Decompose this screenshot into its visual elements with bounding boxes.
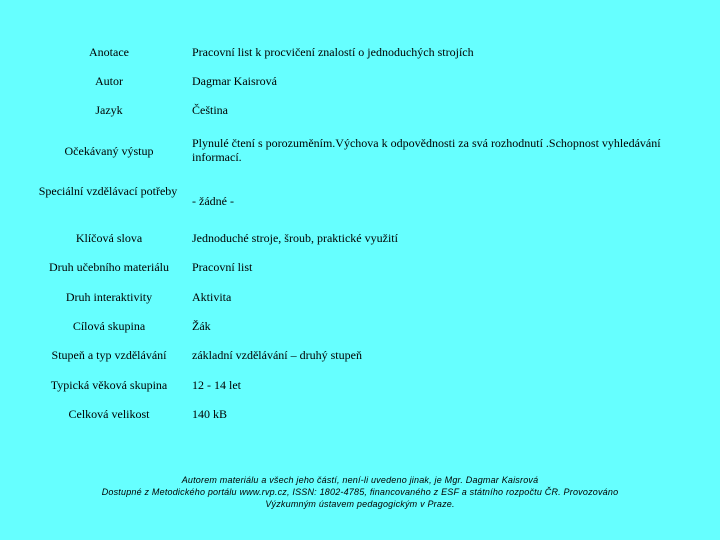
value-special-needs: - žádné - bbox=[192, 194, 234, 208]
value-annotation: Pracovní list k procvičení znalostí o jednoduchých strojích bbox=[192, 45, 474, 59]
label-language: Jazyk bbox=[95, 103, 123, 117]
value-age-group: 12 - 14 let bbox=[192, 378, 241, 392]
label-age-group: Typická věková skupina bbox=[50, 378, 168, 392]
label-total-size: Celková velikost bbox=[68, 407, 150, 421]
footer-portal-line: Dostupné z Metodického portálu www.rvp.cz, ISSN: 1802-4785, financovaného z ESF a státního rozpočtu ČR. Provozováno bbox=[101, 487, 619, 497]
label-annotation: Anotace bbox=[89, 45, 129, 59]
value-material-type: Pracovní list bbox=[192, 260, 253, 274]
value-keywords: Jednoduché stroje, šroub, praktické využití bbox=[192, 231, 398, 245]
footer-institute-line: Výzkumným ústavem pedagogickým v Praze. bbox=[265, 499, 455, 509]
value-author: Dagmar Kaisrová bbox=[192, 74, 277, 88]
label-material-type: Druh učebního materiálu bbox=[49, 260, 169, 274]
label-interactivity: Druh interaktivity bbox=[65, 290, 153, 304]
label-special-needs: Speciální vzdělávací potřeby bbox=[38, 184, 178, 198]
label-keywords: Klíčová slova bbox=[75, 231, 143, 245]
label-target-group: Cílová skupina bbox=[72, 319, 146, 333]
footer-author-line: Autorem materiálu a všech jeho částí, není-li uvedeno jinak, je Mgr. Dagmar Kaisrová bbox=[181, 475, 539, 485]
label-expected-output: Očekávaný výstup bbox=[64, 144, 154, 158]
label-education-level: Stupeň a typ vzdělávání bbox=[51, 348, 167, 362]
value-target-group: Žák bbox=[192, 319, 211, 333]
value-expected-output: Plynulé čtení s porozuměním.Výchova k odpovědnosti za svá rozhodnutí .Schopnost vyhledávání informací. bbox=[192, 136, 661, 164]
value-interactivity: Aktivita bbox=[192, 290, 232, 304]
value-education-level: základní vzdělávání – druhý stupeň bbox=[192, 348, 362, 362]
label-author: Autor bbox=[95, 74, 123, 88]
value-language: Čeština bbox=[192, 103, 228, 117]
footer-credits bbox=[0, 474, 720, 510]
value-total-size: 140 kB bbox=[192, 407, 228, 421]
